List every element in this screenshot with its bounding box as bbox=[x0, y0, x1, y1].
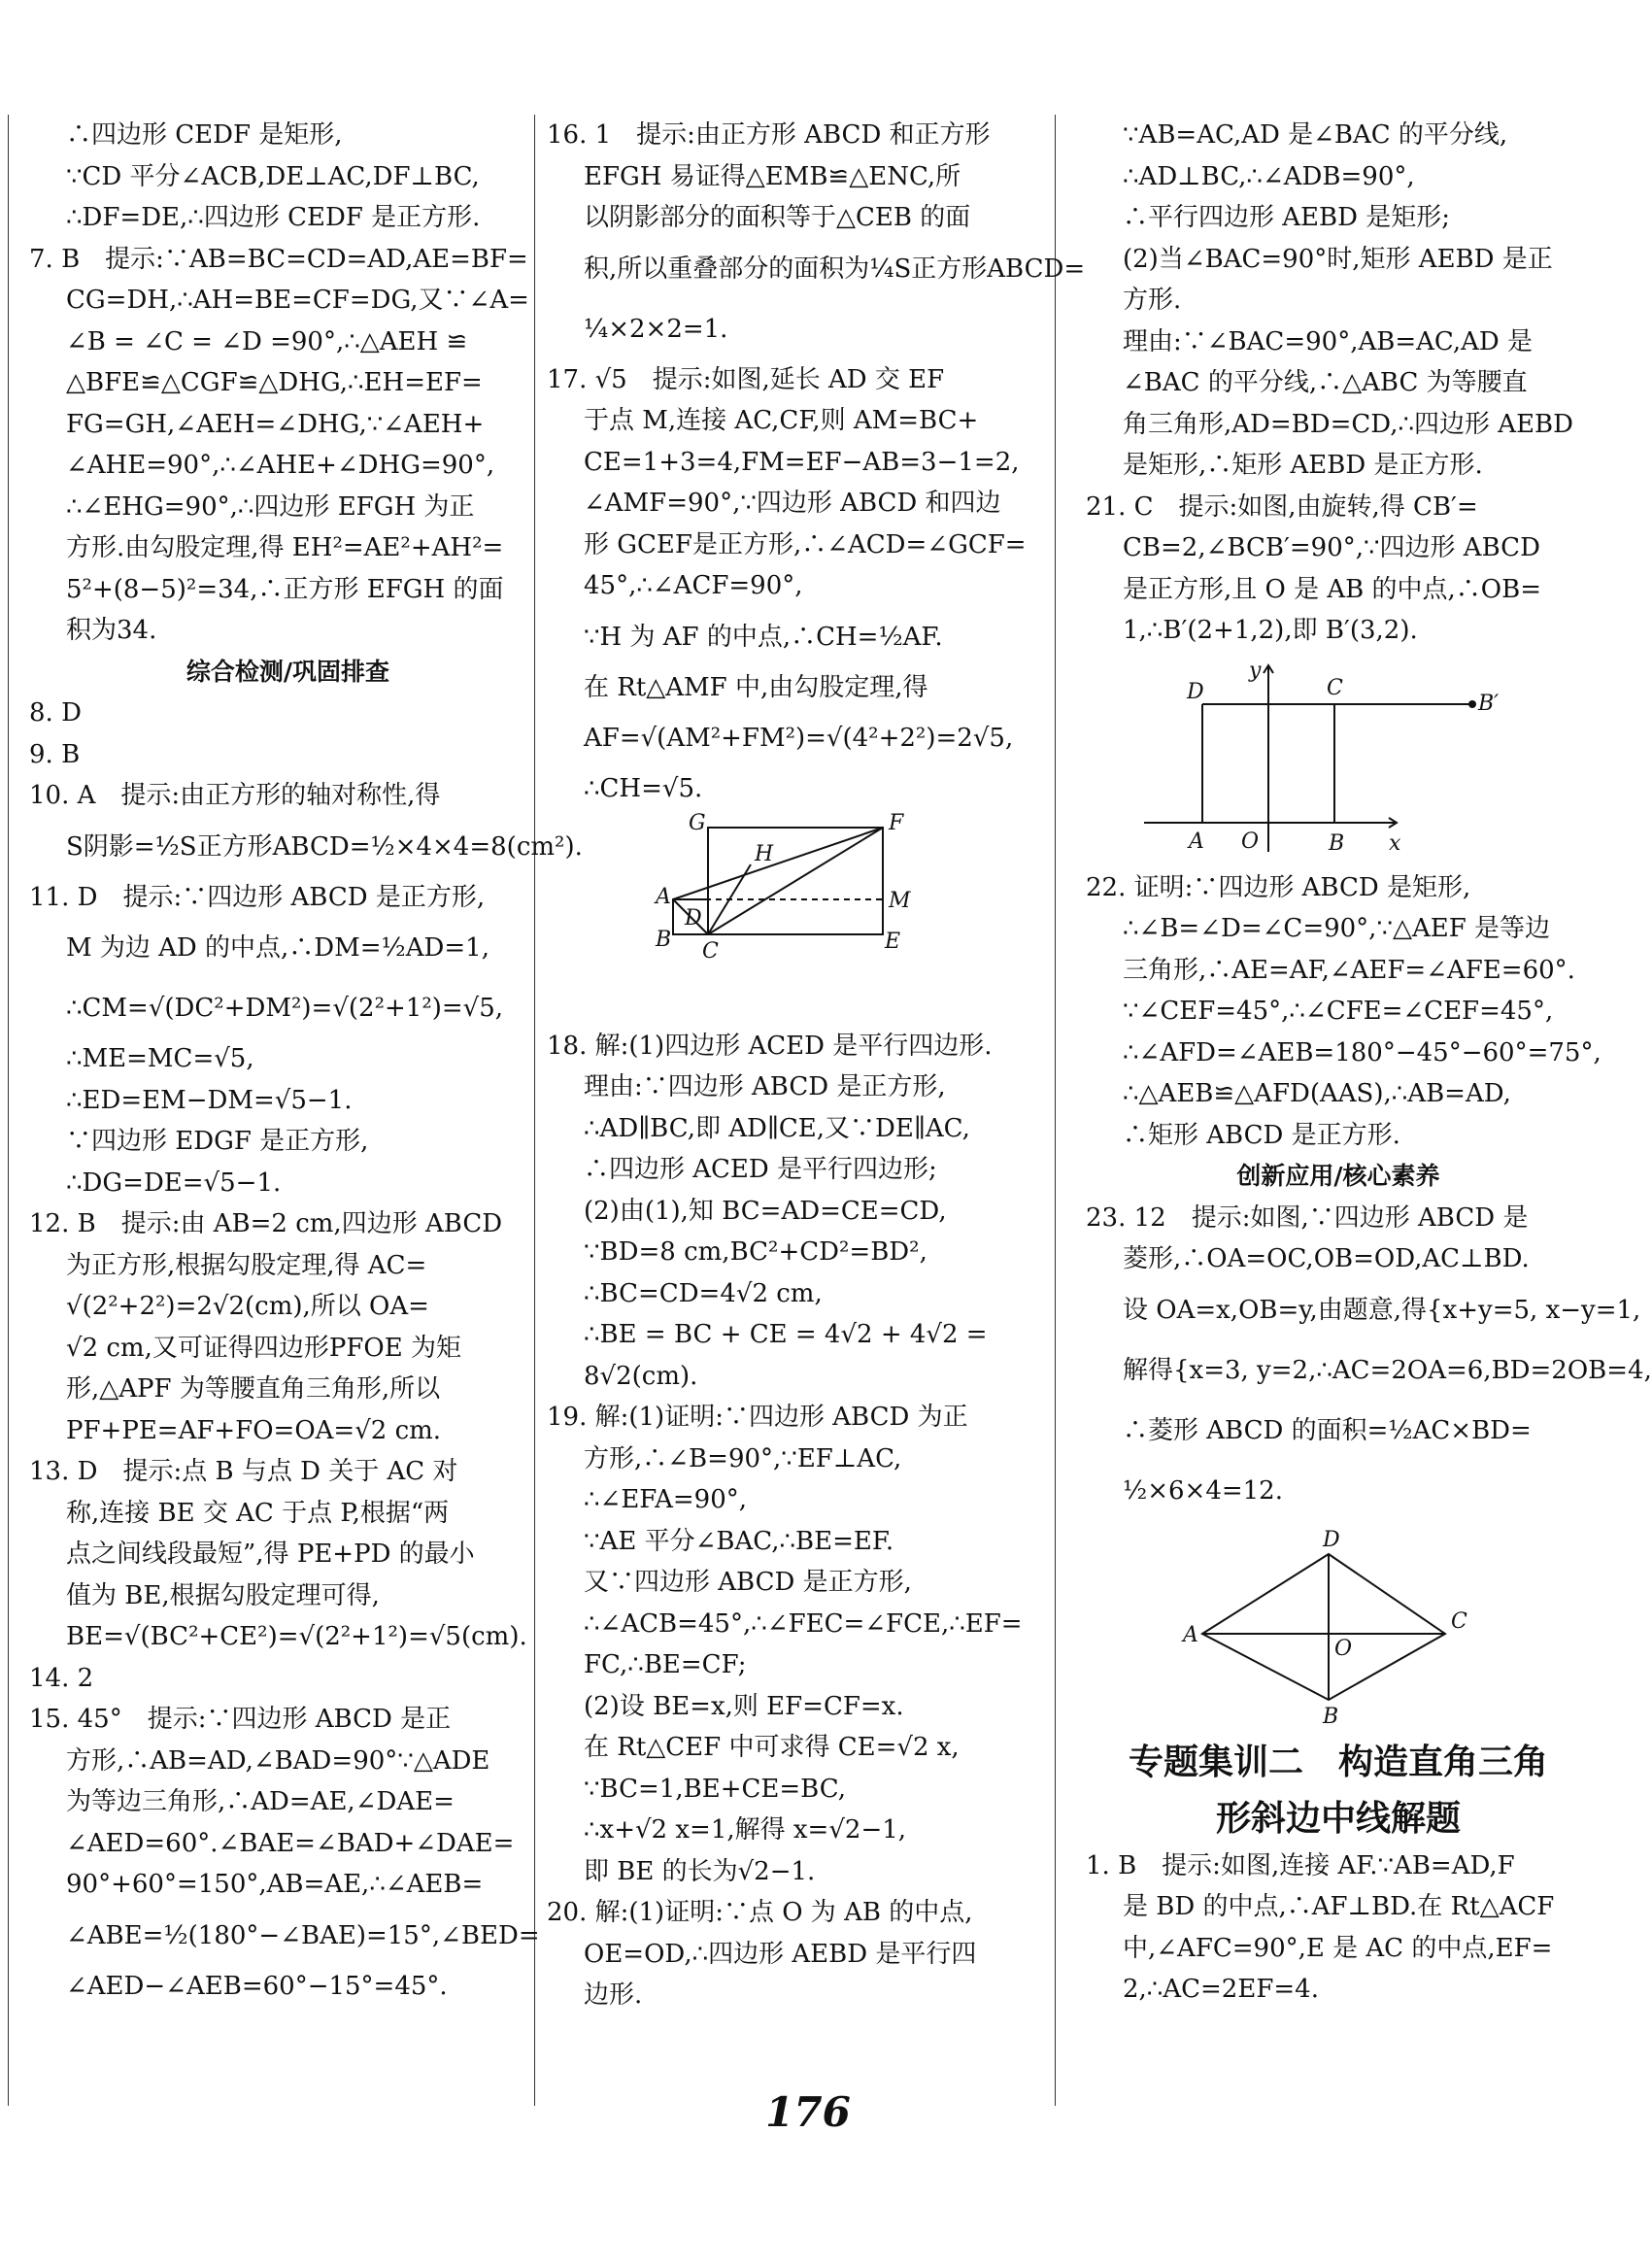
text-line: 积为34. bbox=[66, 616, 157, 645]
answer-21: 21. C 提示:如图,由旋转,得 CB′= bbox=[1086, 491, 1478, 522]
answer-8: 8. D bbox=[29, 698, 82, 728]
answer-12: 12. B 提示:由 AB=2 cm,四边形 ABCD bbox=[29, 1209, 503, 1238]
text-line: ∴矩形 ABCD 是正方形. bbox=[1123, 1120, 1400, 1150]
fig-label: G bbox=[689, 810, 706, 835]
text-line: 方形,∴∠B=90°,∵EF⊥AC, bbox=[584, 1443, 902, 1473]
text-line: (2)由(1),知 BC=AD=CE=CD, bbox=[584, 1196, 947, 1226]
formula-line: ∴菱形 ABCD 的面积=½AC×BD= bbox=[1123, 1415, 1532, 1445]
fig-label: B bbox=[1323, 1704, 1339, 1729]
text-line: ∵BC=1,BE+CE=BC, bbox=[584, 1774, 846, 1804]
fig-label: D bbox=[685, 905, 702, 931]
formula-line: 积,所以重叠部分的面积为¼S正方形ABCD= bbox=[584, 254, 1086, 284]
text-line: ∵AB=AC,AD 是∠BAC 的平分线, bbox=[1123, 120, 1508, 150]
text-line: 方形.由勾股定理,得 EH²=AE²+AH²= bbox=[66, 533, 504, 562]
text-line: 值为 BE,根据勾股定理可得, bbox=[66, 1580, 380, 1610]
answer-14: 14. 2 bbox=[29, 1663, 94, 1693]
formula-line: M 为边 AD 的中点,∴DM=½AD=1, bbox=[66, 933, 489, 963]
text-line: 是矩形,∴矩形 AEBD 是正方形. bbox=[1123, 451, 1483, 480]
text-line: ∠BAC 的平分线,∴△ABC 为等腰直 bbox=[1123, 368, 1528, 397]
answer-19: 19. 解:(1)证明:∵四边形 ABCD 为正 bbox=[547, 1403, 968, 1432]
column-2 bbox=[547, 115, 1086, 2016]
text-line: 菱形,∴OA=OC,OB=OD,AC⊥BD. bbox=[1123, 1244, 1530, 1273]
fig-label: B′ bbox=[1478, 691, 1500, 716]
text-line: △BFE≌△CGF≌△DHG,∴EH=EF= bbox=[66, 368, 483, 397]
text-line: OE=OD,∴四边形 AEBD 是平行四 bbox=[584, 1939, 977, 1969]
text-line: ∵BD=8 cm,BC²+CD²=BD², bbox=[584, 1237, 927, 1267]
column-rule-left bbox=[8, 115, 9, 2106]
text-line: CB=2,∠BCB′=90°,∵四边形 ABCD bbox=[1123, 533, 1540, 562]
text-line: ∠AHE=90°,∴∠AHE+∠DHG=90°, bbox=[66, 451, 495, 480]
text-line: FC,∴BE=CF; bbox=[584, 1650, 747, 1679]
section-heading: 综合检测/巩固排查 bbox=[185, 657, 390, 686]
text-line: 称,连接 BE 交 AC 于点 P,根据“两 bbox=[66, 1498, 450, 1528]
text-line: 在 Rt△AMF 中,由勾股定理,得 bbox=[584, 672, 928, 702]
topic-title: 形斜边中线解题 bbox=[1215, 1798, 1461, 1839]
text-line: 方形. bbox=[1123, 286, 1182, 315]
answer-16: 16. 1 提示:由正方形 ABCD 和正方形 bbox=[547, 120, 991, 150]
text-line: 8√2(cm). bbox=[584, 1361, 698, 1391]
text-line: ∴四边形 CEDF 是矩形, bbox=[66, 120, 343, 150]
text-line: 理由:∵四边形 ABCD 是正方形, bbox=[584, 1072, 946, 1101]
text-line: ∴AD⊥BC,∴∠ADB=90°, bbox=[1123, 161, 1415, 191]
text-line: ∵CD 平分∠ACB,DE⊥AC,DF⊥BC, bbox=[66, 161, 480, 191]
fig-label: C bbox=[1327, 675, 1343, 700]
fig-label: M bbox=[889, 888, 911, 913]
fig-label: O bbox=[1334, 1636, 1353, 1661]
text-line: 点之间线段最短”,得 PE+PD 的最小 bbox=[66, 1540, 475, 1569]
text-line: 1,∴B′(2+1,2),即 B′(3,2). bbox=[1123, 616, 1418, 645]
text-line: 中,∠AFC=90°,E 是 AC 的中点,EF= bbox=[1123, 1933, 1553, 1963]
formula-line: ∴CM=√(DC²+DM²)=√(2²+1²)=√5, bbox=[66, 994, 504, 1023]
column-3 bbox=[1086, 115, 1652, 2011]
text-line: 90°+60°=150°,AB=AE,∴∠AEB= bbox=[66, 1870, 484, 1899]
answer-23: 23. 12 提示:如图,∵四边形 ABCD 是 bbox=[1086, 1202, 1529, 1233]
text-line: ∵四边形 EDGF 是正方形, bbox=[66, 1127, 369, 1156]
text-line: ∴平行四边形 AEBD 是矩形; bbox=[1123, 203, 1450, 232]
text-line: 在 Rt△CEF 中可求得 CE=√2 x, bbox=[584, 1733, 960, 1762]
text-line: FG=GH,∠AEH=∠DHG,∵∠AEH+ bbox=[66, 409, 485, 439]
formula-line: ∵H 为 AF 的中点,∴CH=½AF. bbox=[584, 622, 943, 652]
formula-line: S阴影=½S正方形ABCD=½×4×4=8(cm²). bbox=[66, 831, 583, 862]
text-line: 于点 M,连接 AC,CF,则 AM=BC+ bbox=[584, 406, 979, 435]
answer-11: 11. D 提示:∵四边形 ABCD 是正方形, bbox=[29, 882, 486, 912]
text-line: 45°,∴∠ACF=90°, bbox=[584, 571, 803, 600]
answer-10: 10. A 提示:由正方形的轴对称性,得 bbox=[29, 781, 441, 810]
fig-label: C bbox=[1451, 1608, 1467, 1634]
text-line: 是 BD 的中点,∴AF⊥BD.在 Rt△ACF bbox=[1123, 1892, 1555, 1921]
text-line: ∴AD∥BC,即 AD∥CE,又∵DE∥AC, bbox=[584, 1113, 970, 1143]
section-heading: 创新应用/核心素养 bbox=[1236, 1162, 1440, 1190]
text-line: 以阴影部分的面积等于△CEB 的面 bbox=[584, 203, 971, 232]
text-line: ∴∠ACB=45°,∴∠FEC=∠FCE,∴EF= bbox=[584, 1608, 1023, 1639]
text-line: PF+PE=AF+FO=OA=√2 cm. bbox=[66, 1415, 442, 1445]
answer-9: 9. B bbox=[29, 739, 81, 769]
formula-line: 解得{x=3, y=2,∴AC=2OA=6,BD=2OB=4, bbox=[1123, 1355, 1652, 1385]
fig-label: C bbox=[702, 938, 719, 964]
text-line: 形 GCEF是正方形,∴∠ACD=∠GCF= bbox=[584, 529, 1027, 559]
text-line: ∠AMF=90°,∵四边形 ABCD 和四边 bbox=[584, 489, 1001, 518]
answer-22: 22. 证明:∵四边形 ABCD 是矩形, bbox=[1086, 872, 1471, 902]
text-line: ∴ME=MC=√5, bbox=[66, 1044, 254, 1073]
page-number: 176 bbox=[765, 2088, 851, 2136]
text-line: ∴∠EHG=90°,∴四边形 EFGH 为正 bbox=[66, 491, 475, 522]
text-line: ∠AED−∠AEB=60°−15°=45°. bbox=[66, 1971, 448, 2001]
text-line: ∴△AEB≌△AFD(AAS),∴AB=AD, bbox=[1123, 1079, 1511, 1108]
text-line: ∴ED=EM−DM=√5−1. bbox=[66, 1085, 353, 1115]
formula-line: 设 OA=x,OB=y,由题意,得{x+y=5, x−y=1, bbox=[1123, 1295, 1641, 1325]
text-line: √2 cm,又可证得四边形PFOE 为矩 bbox=[66, 1333, 461, 1363]
fig-label: E bbox=[885, 929, 901, 954]
text-line: ∠B = ∠C = ∠D =90°,∴△AEH ≌ bbox=[66, 326, 468, 356]
text-line: 形,△APF 为等腰直角三角形,所以 bbox=[66, 1374, 441, 1404]
fig-label: y bbox=[1249, 658, 1262, 683]
text-line: 又∵四边形 ABCD 是正方形, bbox=[584, 1568, 912, 1597]
answer-15: 15. 45° 提示:∵四边形 ABCD 是正 bbox=[29, 1705, 452, 1734]
topic-answer-1: 1. B 提示:如图,连接 AF.∵AB=AD,F bbox=[1086, 1850, 1515, 1880]
text-line: ∴BE = BC + CE = 4√2 + 4√2 = bbox=[584, 1320, 988, 1349]
text-line: ∴∠AFD=∠AEB=180°−45°−60°=75°, bbox=[1123, 1037, 1601, 1067]
fig-label: A bbox=[656, 884, 671, 909]
figure-coordinate-21 bbox=[1086, 658, 1591, 862]
text-line: (2)设 BE=x,则 EF=CF=x. bbox=[584, 1691, 904, 1721]
fig-label: D bbox=[1323, 1527, 1340, 1552]
answer-13: 13. D 提示:点 B 与点 D 关于 AC 对 bbox=[29, 1457, 458, 1486]
answer-18: 18. 解:(1)四边形 ACED 是平行四边形. bbox=[547, 1031, 993, 1061]
formula-line: ∠ABE=½(180°−∠BAE)=15°,∠BED= bbox=[66, 1920, 540, 1950]
column-1 bbox=[29, 115, 583, 2007]
fig-label: B bbox=[1329, 830, 1345, 856]
answer-20: 20. 解:(1)证明:∵点 O 为 AB 的中点, bbox=[547, 1898, 973, 1927]
text-line: ∴∠B=∠D=∠C=90°,∵△AEF 是等边 bbox=[1123, 914, 1551, 943]
fig-label: A bbox=[1183, 1622, 1198, 1647]
fig-label: B bbox=[656, 927, 672, 952]
text-line: 边形. bbox=[584, 1980, 643, 2010]
text-line: EFGH 易证得△EMB≌△ENC,所 bbox=[584, 161, 961, 191]
text-line: CG=DH,∴AH=BE=CF=DG,又∵∠A= bbox=[66, 286, 529, 315]
text-line: ∴四边形 ACED 是平行四边形; bbox=[584, 1155, 937, 1184]
fig-label: H bbox=[755, 841, 774, 866]
text-line: 方形,∴AB=AD,∠BAD=90°∵△ADE bbox=[66, 1745, 490, 1776]
text-line: (2)当∠BAC=90°时,矩形 AEBD 是正 bbox=[1123, 244, 1553, 274]
text-line: ∵∠CEF=45°,∴∠CFE=∠CEF=45°, bbox=[1123, 997, 1554, 1026]
topic-title: 专题集训二 构造直角三角 bbox=[1128, 1742, 1548, 1782]
text-line: ∴x+√2 x=1,解得 x=√2−1, bbox=[584, 1815, 907, 1845]
text-line: 为等边三角形,∴AD=AE,∠DAE= bbox=[66, 1787, 455, 1816]
formula-line: AF=√(AM²+FM²)=√(4²+2²)=2√5, bbox=[584, 724, 1014, 753]
answer-7: 7. B 提示:∵AB=BC=CD=AD,AE=BF= bbox=[29, 244, 528, 274]
answer-17: 17. √5 提示:如图,延长 AD 交 EF bbox=[547, 364, 945, 394]
text-line: 2,∴AC=2EF=4. bbox=[1123, 1975, 1319, 2004]
formula-line: BE=√(BC²+CE²)=√(2²+1²)=√5(cm). bbox=[66, 1622, 527, 1651]
fig-label: F bbox=[889, 810, 904, 835]
text-line: ∠AED=60°.∠BAE=∠BAD+∠DAE= bbox=[66, 1828, 515, 1858]
text-line: 为正方形,根据勾股定理,得 AC= bbox=[66, 1250, 427, 1280]
text-line: ∴BC=CD=4√2 cm, bbox=[584, 1278, 823, 1308]
text-line: ∴DF=DE,∴四边形 CEDF 是正方形. bbox=[66, 203, 481, 232]
fig-label: A bbox=[1189, 829, 1204, 854]
text-line: ∴DG=DE=√5−1. bbox=[66, 1168, 282, 1198]
text-line: √(2²+2²)=2√2(cm),所以 OA= bbox=[66, 1292, 429, 1321]
text-line: ∴∠EFA=90°, bbox=[584, 1485, 747, 1514]
text-line: 理由:∵∠BAC=90°,AB=AC,AD 是 bbox=[1123, 326, 1534, 356]
text-line: 三角形,∴AE=AF,∠AEF=∠AFE=60°. bbox=[1123, 955, 1575, 985]
text-line: ∴CH=√5. bbox=[584, 774, 703, 803]
text-line: ∵AE 平分∠BAC,∴BE=EF. bbox=[584, 1526, 894, 1556]
figure-squares-17 bbox=[547, 810, 1060, 1020]
text-line: CE=1+3=4,FM=EF−AB=3−1=2, bbox=[584, 447, 1020, 477]
fig-label: O bbox=[1241, 829, 1260, 854]
formula-line: ¼×2×2=1. bbox=[584, 314, 728, 344]
fig-label: D bbox=[1187, 679, 1204, 704]
fig-label: x bbox=[1389, 830, 1401, 856]
figure-rhombus-23 bbox=[1086, 1527, 1591, 1731]
text-line: 角三角形,AD=BD=CD,∴四边形 AEBD bbox=[1123, 409, 1574, 439]
text-line: 5²+(8−5)²=34,∴正方形 EFGH 的面 bbox=[66, 574, 504, 604]
text-line: 即 BE 的长为√2−1. bbox=[584, 1856, 816, 1886]
formula-line: ½×6×4=12. bbox=[1123, 1475, 1283, 1506]
text-line: 是正方形,且 O 是 AB 的中点,∴OB= bbox=[1123, 574, 1541, 604]
